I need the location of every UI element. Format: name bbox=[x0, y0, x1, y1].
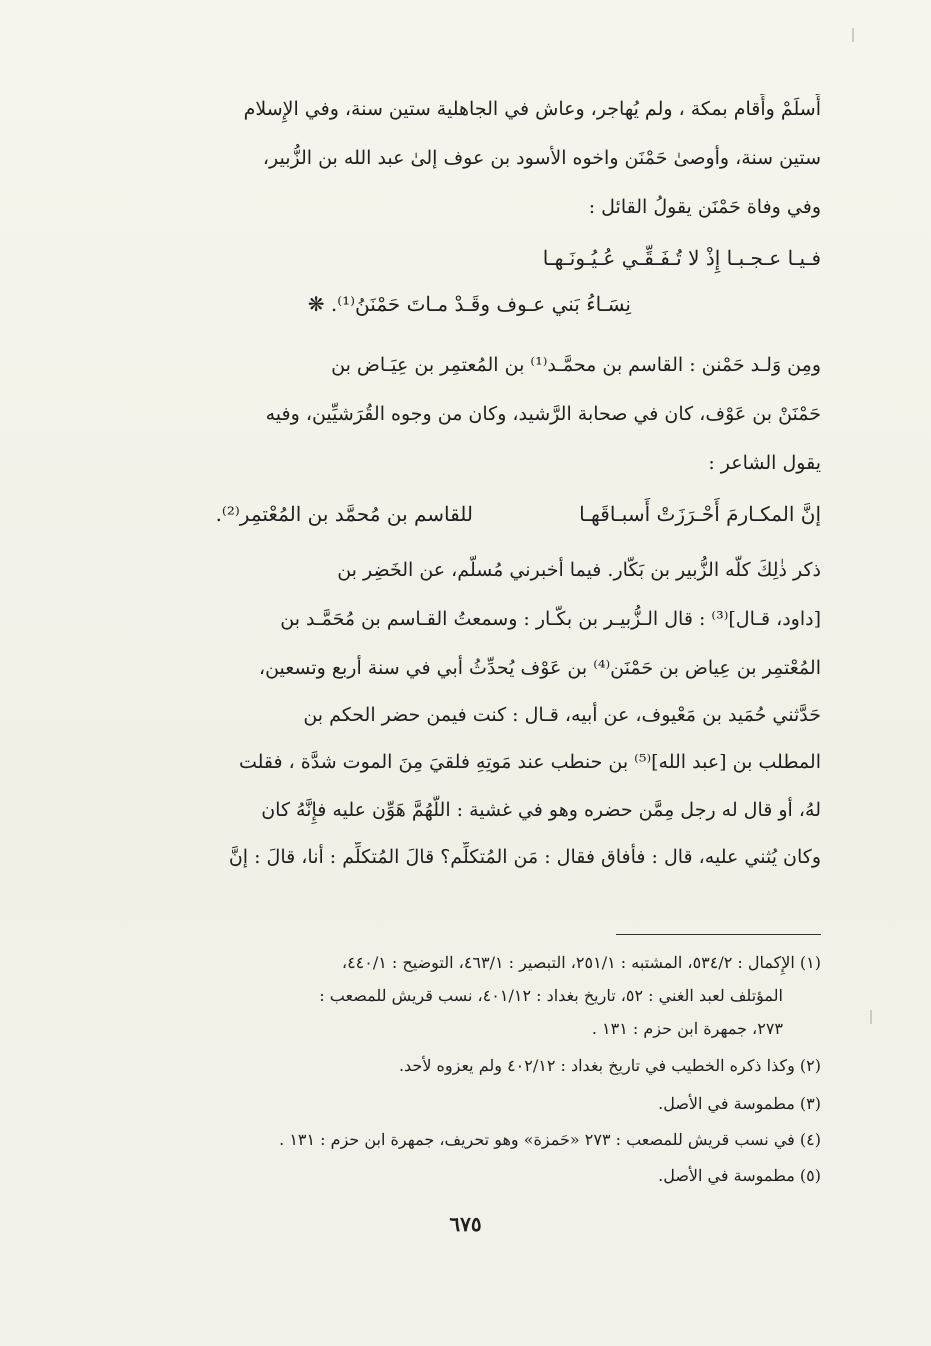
page-number: ٦٧٥ bbox=[449, 1212, 482, 1236]
verse-hemistich: إنَّ المكـارمَ أَحْـرَزَتْ أَسبـاقَهـا bbox=[579, 502, 821, 526]
body-line: [داود، قـال]⁽³⁾ : قال الـزُّبيـر بن بكّـار : وسمعتُ القـاسم بن مُحَمَّـد بن bbox=[280, 608, 821, 630]
footnote-separator bbox=[616, 934, 821, 935]
footnote-line: (٣) مطموسة في الأصل. bbox=[658, 1094, 821, 1113]
body-line: ومِن وَلـد حَمْنن : القاسم بن محمَّـد⁽¹⁾ بن المُعتمِر بن عِيَـاض بن bbox=[331, 354, 821, 376]
body-line: ستين سنة، وأوصىٰ حَمْنَن واخوه الأسود بن عوف إلىٰ عبد الله بن الزُّبير، bbox=[262, 147, 821, 169]
body-line: يقول الشاعر : bbox=[708, 452, 821, 474]
footnote-line: (٥) مطموسة في الأصل. bbox=[658, 1166, 821, 1185]
body-line: حَمْنَنْ بن عَوْف، كان في صحابة الرَّشيد، وكان من وجوه القُرَشيِّين، وفيه bbox=[265, 403, 821, 425]
footnote-line: (٤) في نسب قريش للمصعب : ٢٧٣ «حَمزة» وهو تحريف، جمهرة ابن حزم : ١٣١ . bbox=[279, 1130, 821, 1149]
body-line: وكان يُثني عليه، قال : فأفاق فقال : مَن المُتكلِّم؟ قالَ المُتكلِّم : أنا، قالَ : إنَّ bbox=[228, 846, 821, 868]
footnote-line: (١) الإِكمال : ٥٣٤/٢، المشتبه : ٢٥١/١، التبصير : ٤٦٣/١، التوضيح : ٤٤٠/١، bbox=[341, 953, 821, 972]
body-line: المُعْتمِر بن عِياض بن حَمْنَن⁽⁴⁾ بن عَوْف يُحدِّثُ أبي في سنة أربع وتسعين، bbox=[258, 657, 821, 679]
body-line: حَدَّثني حُمَيد بن مَعْيوف، عن أبيه، قـال : كنت فيمن حضر الحكم بن bbox=[303, 704, 821, 726]
body-line: لهُ، أو قال له رجل مِمَّن حضره وهو في غشية : اللَّهُمَّ هَوِّن عليه فإِنَّهُ كان bbox=[261, 799, 821, 821]
body-line: المطلب بن [عبد الله]⁽⁵⁾ بن حنطب عند مَوتِهِ فلقيَ مِنَ الموت شدَّة ، فقلت bbox=[238, 751, 821, 773]
page-edge-mark bbox=[852, 28, 854, 42]
verse-line: نِسَـاءُ بَني عـوف وقَـدْ مـاتَ حَمْنَنُ⁽¹⁾. ❋ bbox=[307, 292, 631, 316]
verse-line: فـيـا عـجـبـا إِذْ لا تُـفَـقِّـي عُـيُـونَـهـا bbox=[542, 246, 821, 270]
verse-hemistich: للقاسم بن مُحمَّد بن المُعْتمِر⁽²⁾. bbox=[215, 502, 473, 526]
body-line: ذكر ذٰلِكَ كلّه الزُّبير بن بَكّار. فيما أخبرني مُسلّم، عن الخَضِر بن bbox=[337, 559, 821, 581]
body-line: أَسلَمْ وأَقام بمكة ، ولم يُهاجر، وعاش في الجاهلية ستين سنة، وفي الإِسلام bbox=[243, 98, 821, 120]
footnote-line: (٢) وكذا ذكره الخطيب في تاريخ بغداد : ٤٠٢/١٢ ولم يعزوه لأحد. bbox=[398, 1056, 821, 1075]
body-line: وفي وفاة حَمْنَن يقولُ القائل : bbox=[588, 196, 821, 218]
footnote-line: المؤتلف لعبد الغني : ٥٢، تاريخ بغداد : ٤٠١/١٢، نسب قريش للمصعب : bbox=[319, 986, 783, 1005]
page-edge-mark bbox=[870, 1010, 872, 1024]
footnote-line: ٢٧٣، جمهرة ابن حزم : ١٣١ . bbox=[591, 1019, 783, 1038]
